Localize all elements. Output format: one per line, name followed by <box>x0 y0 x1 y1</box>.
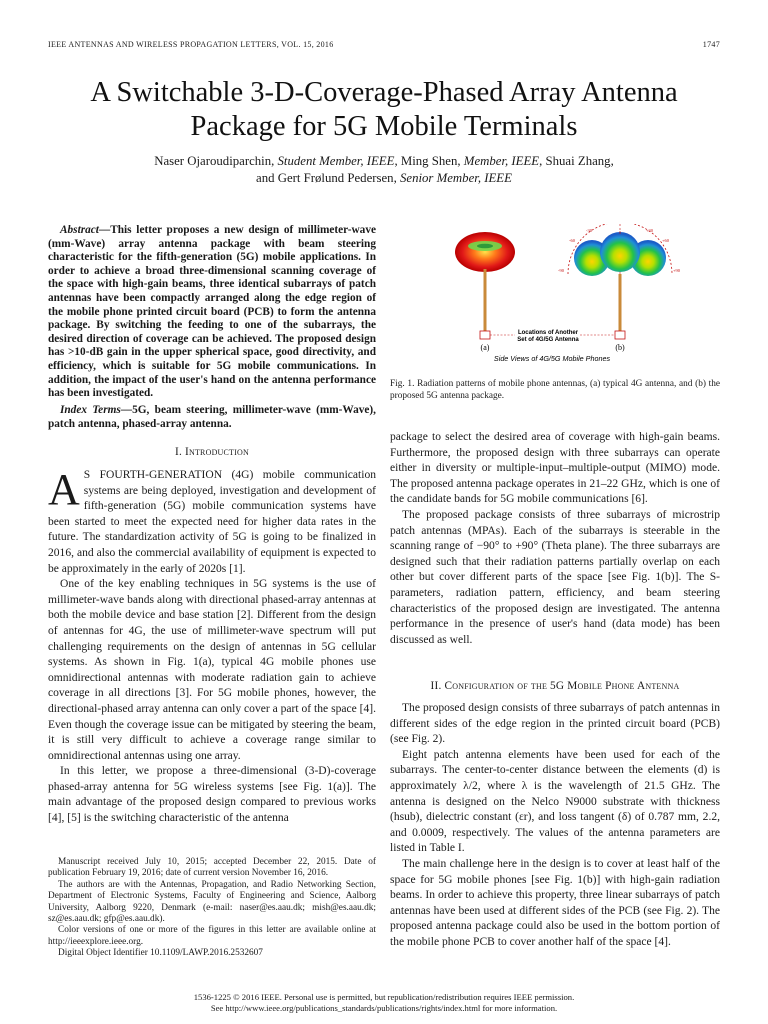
figure-1 <box>440 224 690 374</box>
author-4-role: Senior Member, IEEE <box>399 171 512 185</box>
copyright-line-2: See http://www.ieee.org/publications_standards/publications/rights/index.html for more information. <box>210 1003 558 1013</box>
label-b: (b) <box>615 343 625 352</box>
phone-pcb-a <box>484 269 487 331</box>
figure-1-graphic <box>440 224 690 374</box>
copyright-line-1: 1536-1225 © 2016 IEEE. Personal use is permitted, but republication/redistribution requires IEEE permission. <box>193 992 575 1002</box>
section-title: Introduction <box>185 446 249 458</box>
author-1: Naser Ojaroudiparchin, <box>154 154 278 168</box>
deg-plus-30: +30 <box>646 228 654 233</box>
paper-title <box>40 76 728 144</box>
footnote-color: Color versions of one or more of the figures in this letter are available online at http://ieeexplore.ieee.org. <box>48 925 376 947</box>
intro-paragraph-1 <box>48 465 376 577</box>
intro-paragraph-1-text: S FOURTH-GENERATION (4G) mobile communication systems are being deployed, investigation and development of fifth-generation (5G) mobile communication systems have been started to meet the expected need for higher data rates in the future. The standardization activity of 5G is going to be finalized in 2016, and also the commercial availability of equipment is expected to be approximately in the early of 2020s [1]. <box>48 469 376 575</box>
abstract <box>48 224 376 401</box>
section-heading-introduction <box>48 446 376 462</box>
author-1-role: Student Member, IEEE <box>277 154 395 168</box>
author-list <box>60 153 708 187</box>
label-a: (a) <box>480 343 490 352</box>
intro-paragraph-3: In this letter, we propose a three-dimensional (3-D)-coverage phased-array antenna for 5G wireless systems [see Fig. 1(a)]. The main advantage of the proposed design compared to previous works [4], [5] is the switching characteristic of the antenna <box>48 765 376 825</box>
deg-0: 0 <box>618 230 622 235</box>
author-2-role: Member, IEEE <box>463 154 540 168</box>
section-title: Configuration of the 5G Mobile Phone Antenna <box>444 680 680 692</box>
copyright-notice <box>48 992 720 1014</box>
annotation-line-1: Locations of Another <box>517 330 579 336</box>
page-number: 1747 <box>702 40 720 49</box>
footnote-doi: Digital Object Identifier 10.1109/LAWP.2016.2532607 <box>58 948 263 959</box>
intro-paragraph-4: package to select the desired area of coverage with high-gain beams. Furthermore, the proposed design with three subarrays can operate either in diversity or multiple-input–multiple-output (MIMO) mode. The proposed antenna package operates in 21–22 GHz, which is one of the candidate bands for 5G mobile communications [6]. <box>390 431 720 506</box>
deg-minus-60: -60 <box>569 238 575 243</box>
phone-pcb-b <box>619 274 622 331</box>
index-terms-lead: Index Terms <box>60 404 121 416</box>
deg-plus-90: +90 <box>673 268 681 273</box>
intro-paragraph-5: The proposed package consists of three subarrays of microstrip patch antennas (MPAs). Each of the subarrays is steerable in the scanning range of −90° to +90° (Theta plane). The three subarrays are designed such that their radiation patterns partially overlap on each other but cover different parts of the space [see Fig. 1(b)]. The S-parameters, radiation pattern, efficiency, and beam steering characteristics of the proposed design are investigated. The antenna performance in the presence of user's hand (data mode) has been discussed as well. <box>390 508 720 646</box>
author-2: , Ming Shen, <box>394 154 464 168</box>
config-paragraph-3: The main challenge here in the design is to cover at least half of the space for 5G mobile phones [see Fig. 1(b)] with high-gain radiation beams. In order to achieve this property, three linear subarrays of patch antennas have been used at different sides of the PCB (see Fig. 2). The proposed antenna package could also be used in the bottom portion of the mobile phone PCB to cover another half of the space [4]. <box>390 857 720 948</box>
running-head <box>48 40 720 54</box>
intro-paragraph-2: One of the key enabling techniques in 5G systems is the use of millimeter-wave bands along with directional phased-array antennas at both the mobile device and base station [2]. Different from the design of antennas for 4G, the use of millimeter-wave spectrum will put challenging requirements on the design of antennas in 5G cellular systems. As shown in Fig. 1(a), typical 4G mobile phones use omnidirectional antennas with moderate radiation gain to achieve coverage in all directions [3]. For 5G mobile phones, however, the directional-phased array antenna can only cover a part of the space [4]. Even though the coverage issue can be mitigated by steering the beam, it is still very difficult to achieve a coverage range similar to omnidirectional antennas using one array. <box>48 578 376 762</box>
deg-minus-90: -90 <box>558 268 564 273</box>
intro-continued <box>390 430 720 648</box>
omni-pattern <box>455 232 515 272</box>
side-views-label: Side Views of 4G/5G Mobile Phones <box>493 354 611 363</box>
configuration-body <box>390 701 720 951</box>
config-paragraph-1: The proposed design consists of three subarrays of patch antennas in different sides of the edge region in the printed circuit board (PCB) (see Fig. 2). <box>390 702 720 746</box>
figure-1-caption: Fig. 1. Radiation patterns of mobile phone antennas, (a) typical 4G antenna, and (b) the proposed 5G antenna package. <box>390 379 720 401</box>
footnote <box>48 857 376 960</box>
section-number: II. <box>430 680 445 692</box>
annotation-line-2: Set of 4G/5G Antenna <box>517 337 579 343</box>
index-terms-text: —5G, beam steering, millimeter-wave (mm-Wave), patch antenna, phased-array antenna. <box>48 404 376 430</box>
journal-name: IEEE ANTENNAS AND WIRELESS PROPAGATION LETTERS, VOL. 15, 2016 <box>48 40 334 49</box>
author-4: and Gert Frølund Pedersen, <box>256 171 400 185</box>
abstract-lead: Abstract <box>60 224 99 236</box>
index-terms <box>48 404 376 431</box>
footnote-received: Manuscript received July 10, 2015; accepted December 22, 2015. Date of publication February 19, 2016; date of current version November 16, 2016. <box>48 857 376 879</box>
title-line-2: Package for 5G Mobile Terminals <box>190 111 578 142</box>
deg-minus-30: -30 <box>586 228 592 233</box>
footnote-affiliation: The authors are with the Antennas, Propagation, and Radio Networking Section, Department of Electronic Systems, Faculty of Engineering and Science, Aalborg University, Aalborg 9220, Denmark (e-mail: naser@es.aau.dk; mish@es.aau.dk; sz@es.aau.dk; gfp@es.aau.dk). <box>48 879 376 925</box>
intro-body <box>48 465 376 827</box>
title-line-1: A Switchable 3-D-Coverage-Phased Array Antenna <box>90 77 678 108</box>
drop-cap: A <box>48 465 80 514</box>
deg-plus-60: +60 <box>662 238 670 243</box>
section-number: I. <box>175 446 186 458</box>
abstract-text: —This letter proposes a new design of millimeter-wave (mm-Wave) array antenna package with beam steering characteristic for the fifth-generation (5G) mobile applications. In order to achieve a broad three-dimensional scanning coverage of the space with high-gain beams, three identical subarrays of patch antennas have been compactly arranged along the edge region of the mobile phone printed circuit board (PCB) to form the antenna package. By switching the feeding to one of the subarrays, the desired direction of coverage can be achieved. The proposed design has >10-dB gain in the upper spherical space, good directivity, and efficiency, which is suitable for 5G mobile communications. In addition, the impact of the user's hand on the antenna performance has been investigated. <box>48 224 376 400</box>
section-heading-configuration <box>390 680 720 696</box>
author-3: , Shuai Zhang, <box>539 154 614 168</box>
config-paragraph-2: Eight patch antenna elements have been used for each of the subarrays. The center-to-center distance between the elements (d) is approximately λ/2, where λ is the wavelength of 21.5 GHz. The antenna is designed on the Nelco N9000 substrate with thickness (hsub), dielectric constant (εr), and loss tangent (δ) of 0.787 mm, 2.2, and 0.0009, respectively. The values of the antenna parameters are listed in Table I. <box>390 748 720 855</box>
